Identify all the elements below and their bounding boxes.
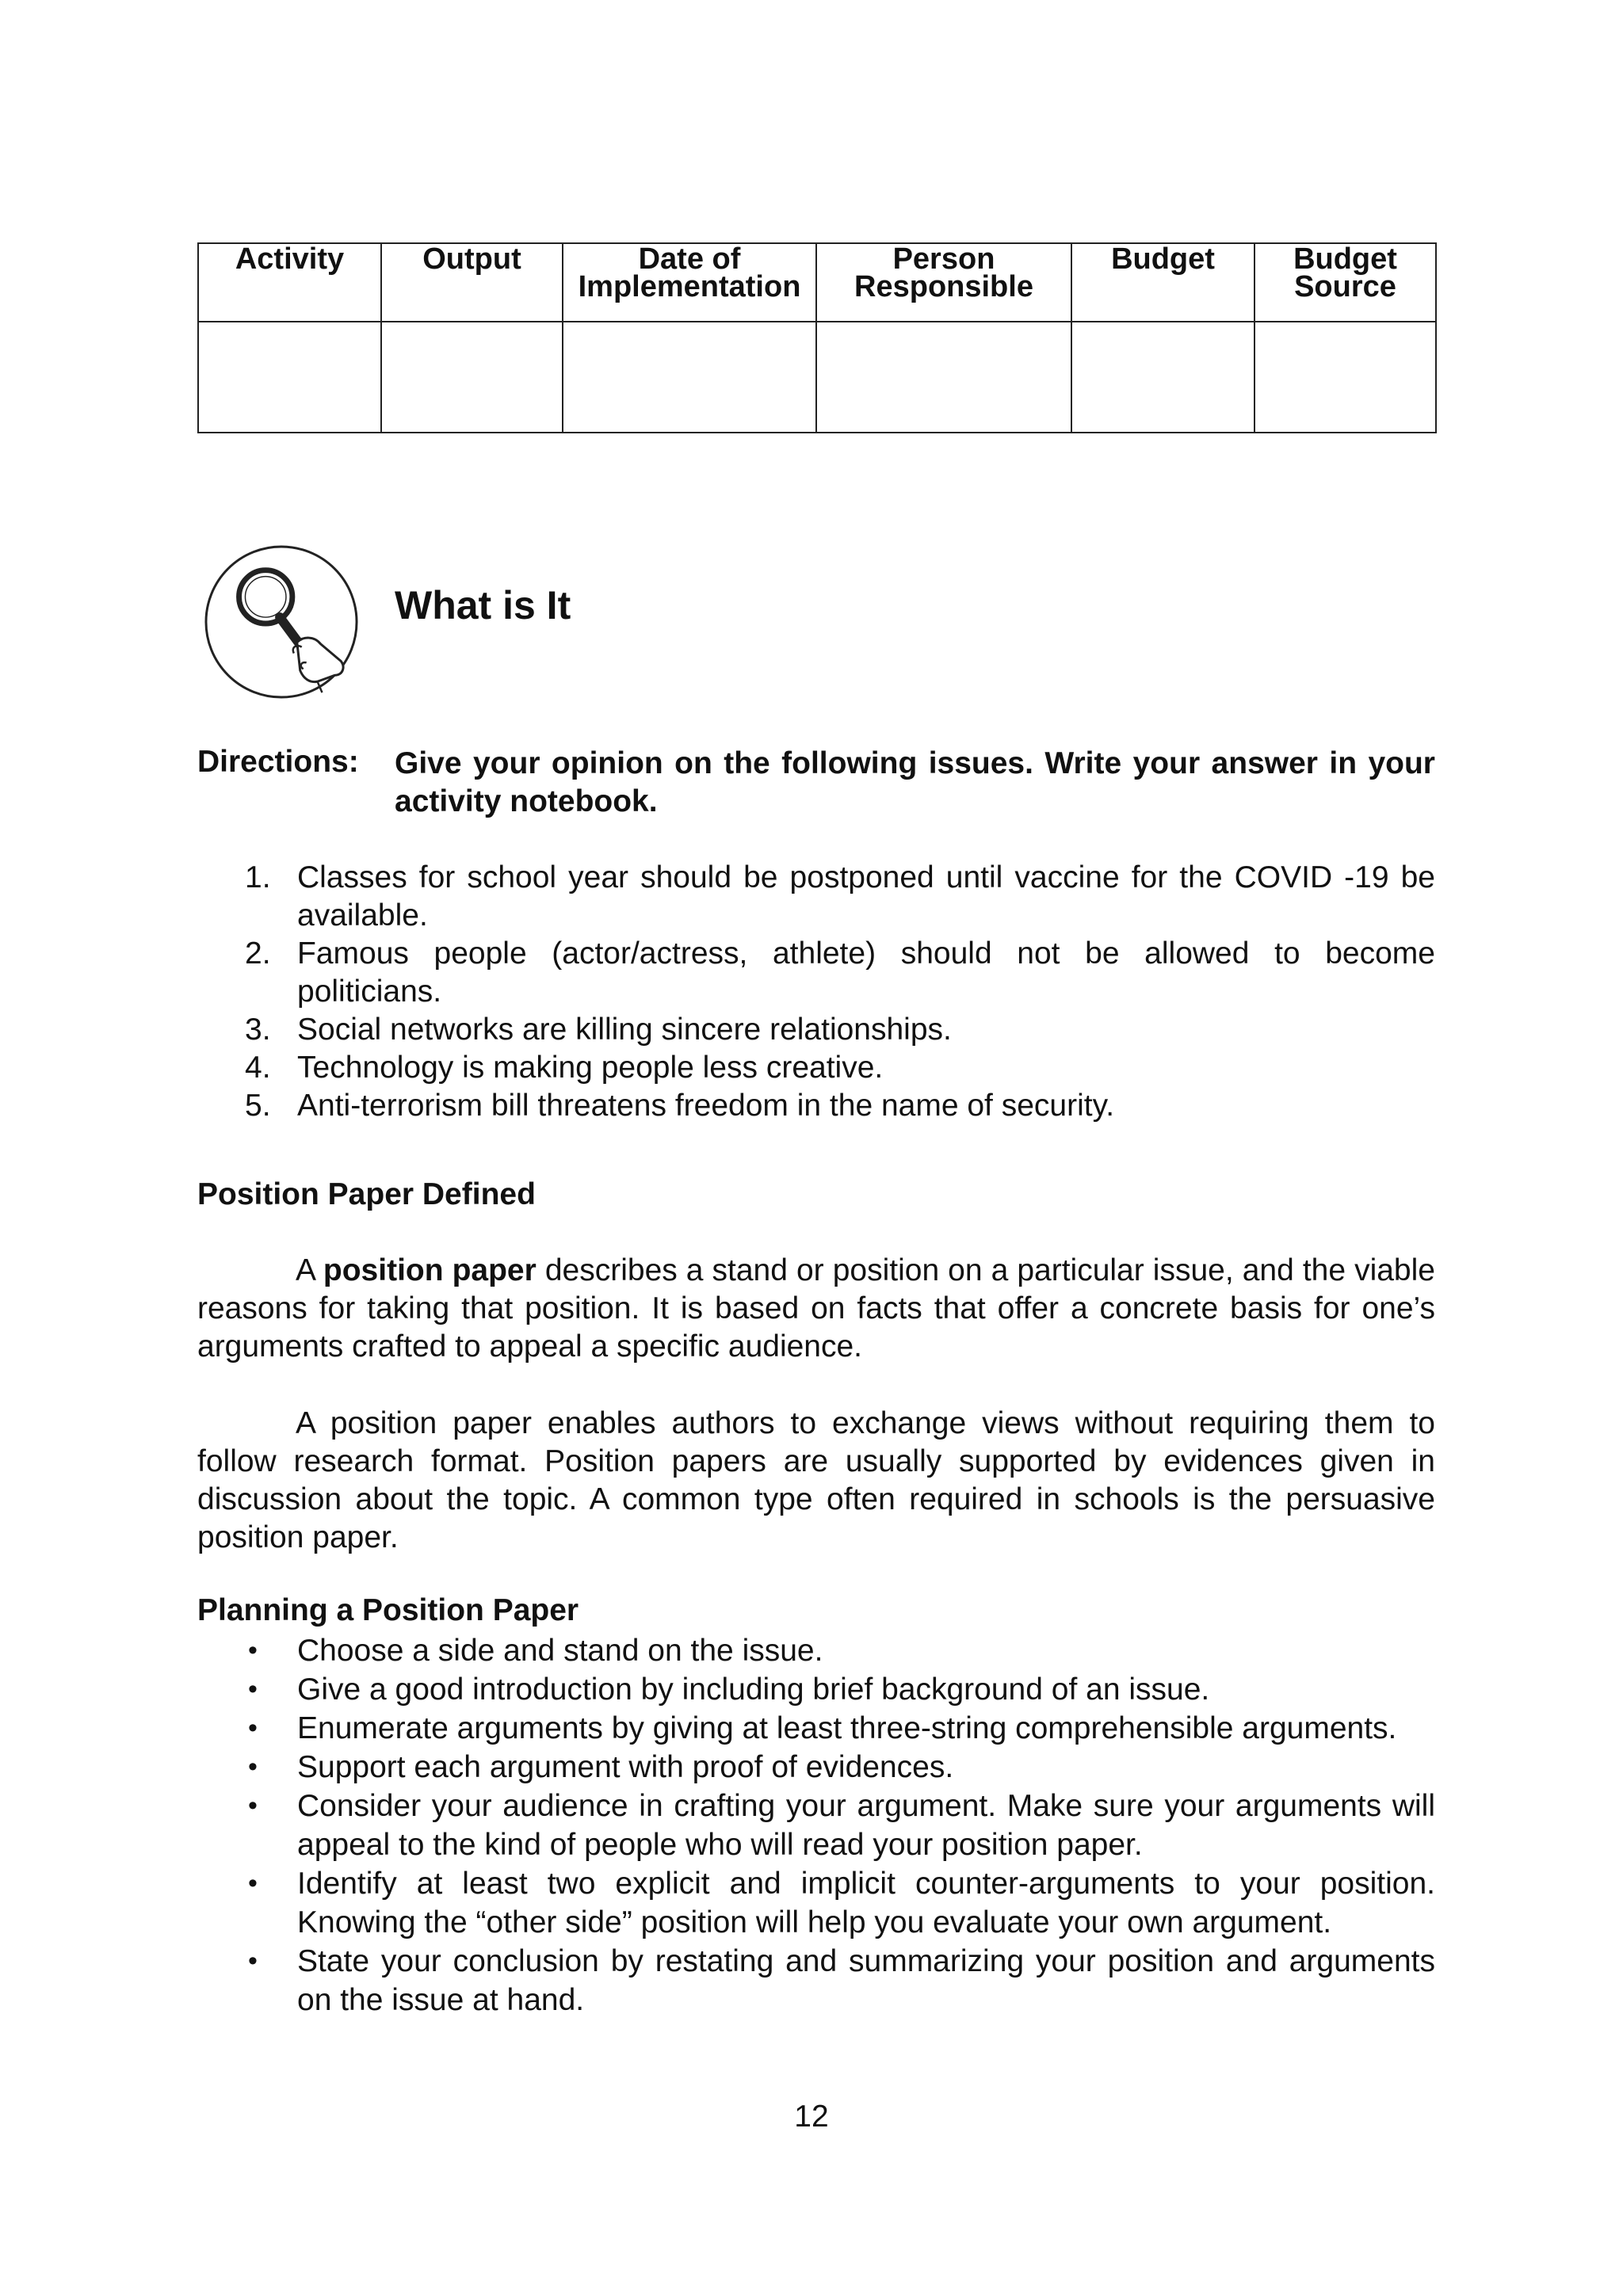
issues-list <box>197 859 1435 1125</box>
table-cell[interactable] <box>198 322 381 433</box>
list-item: 4. Technology is making people less creative. <box>245 1051 884 1085</box>
header-budget-source: Budget Source <box>1254 243 1436 322</box>
table-cell[interactable] <box>1254 322 1436 433</box>
paragraph-definition: A position paper describes a stand or position on a particular issue, and the viable reasons for taking that position. It is based on facts that offer a concrete basis for one’s arguments crafted to appeal a specific audience. <box>197 1253 1435 1363</box>
table-cell[interactable] <box>563 322 816 433</box>
section-title-what-is-it: What is It <box>395 583 571 627</box>
heading-planning-position-paper: Planning a Position Paper <box>197 1593 579 1627</box>
magnifying-glass-icon <box>203 543 360 700</box>
list-item: • Give a good introduction by including brief background of an issue. <box>248 1672 1210 1707</box>
header-date-of-implementation: Date of Implementation <box>563 243 816 322</box>
paragraph-description: A position paper enables authors to exchange views without requiring them to follow research format. Position papers are usually supported by evidences given in discussion about the topic. A common type often required in schools is the persuasive position paper. <box>197 1406 1435 1554</box>
page-number: 12 <box>794 2100 829 2134</box>
table-cell[interactable] <box>381 322 563 433</box>
header-activity: Activity <box>198 243 381 322</box>
header-person-responsible: Person Responsible <box>816 243 1071 322</box>
table-cell[interactable] <box>1071 322 1254 433</box>
list-item: • Consider your audience in crafting your argument. Make sure your arguments will appeal to the kind of people who will read your position paper. <box>248 1789 1435 1862</box>
action-plan-table <box>197 242 1437 433</box>
planning-list <box>197 1631 1435 2019</box>
list-item: • State your conclusion by restating and summarizing your position and arguments on the issue at hand. <box>248 1944 1435 2017</box>
table-header-row <box>198 243 1436 322</box>
header-budget: Budget <box>1071 243 1254 322</box>
list-item: • Choose a side and stand on the issue. <box>248 1634 823 1668</box>
heading-position-paper-defined: Position Paper Defined <box>197 1177 536 1211</box>
list-item: • Support each argument with proof of evidences. <box>248 1750 954 1784</box>
directions-text: Give your opinion on the following issues. Write your answer in your activity notebook. <box>395 746 1435 818</box>
list-item: • Identify at least two explicit and implicit counter-arguments to your position. Knowing the “other side” position will help you evaluate your own argument. <box>248 1867 1435 1939</box>
directions-label: Directions: <box>197 745 359 779</box>
list-item: 1. Classes for school year should be postponed until vaccine for the COVID -19 be available. <box>245 860 1435 933</box>
table-row <box>198 322 1436 433</box>
list-item: 2. Famous people (actor/actress, athlete) should not be allowed to become politicians. <box>245 936 1435 1009</box>
term-position-paper: position paper <box>323 1253 537 1287</box>
table-cell[interactable] <box>816 322 1071 433</box>
list-item: 5. Anti-terrorism bill threatens freedom in the name of security. <box>245 1089 1115 1123</box>
list-item: • Enumerate arguments by giving at least three-string comprehensible arguments. <box>248 1711 1397 1745</box>
header-output: Output <box>381 243 563 322</box>
list-item: 3. Social networks are killing sincere relationships. <box>245 1013 952 1047</box>
